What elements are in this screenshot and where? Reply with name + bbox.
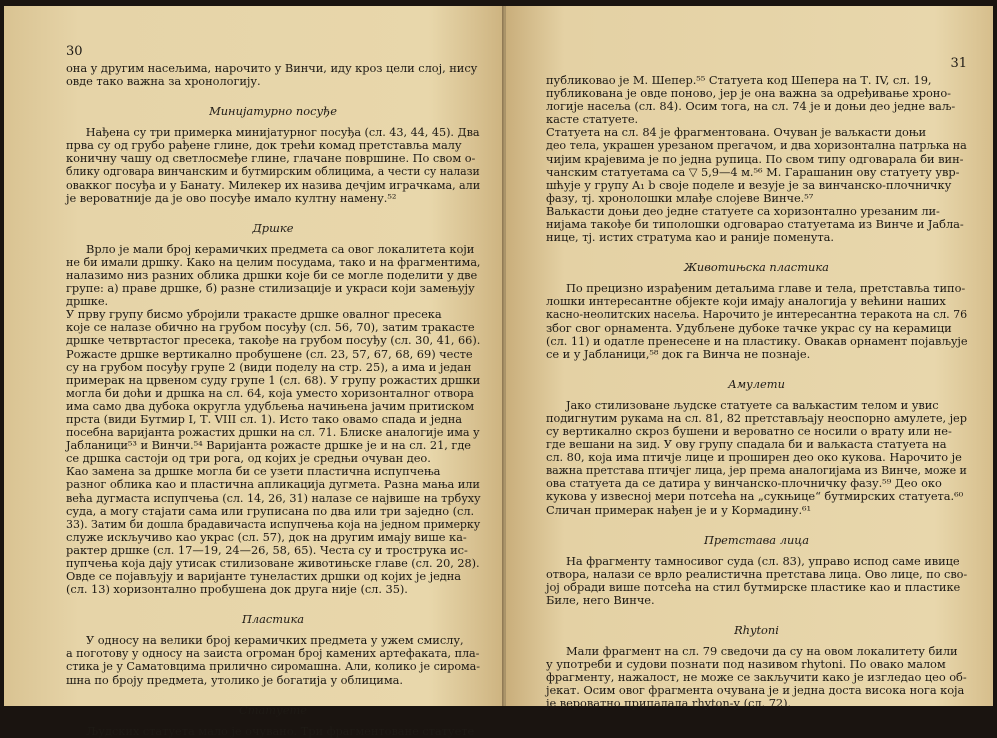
text-line: нијама такође би типолошки одговарао статуетама из Винче и Јабла- <box>546 217 964 232</box>
text-line: стика је у Саматовцима прилично сиромашна. Али, колико је сирома- <box>66 659 481 674</box>
text-line: дршке четвртастог пресека, такође на грубом посуђу (сл. 30, 41, 66). <box>66 333 481 348</box>
text-line: На фрагменту тамносивог суда (сл. 83), управо испод саме ивице <box>566 553 960 568</box>
text-line: публиковао је М. Шепер.⁵⁵ Статуета код Шепера на Т. IV, сл. 19, <box>546 73 932 87</box>
text-line: Јако стилизоване људске статуете са ваљкастим телом и увис <box>566 397 939 412</box>
text-line: има само два дубока округла удубљења начињена јачим притиском <box>66 398 475 413</box>
text-line: Овде се појављују и варијанте тунеластих дршки од којих је једна <box>66 569 462 584</box>
text-line: овакког посуђа и у Банату. Милекер их назива дечјим играчкама, али <box>66 177 481 192</box>
text-line: Ваљкасти доњи део једне статуете са хоризонтално урезаним ли- <box>546 203 940 218</box>
text-line: су вертикално скроз бушени и вероватно се носили о врату или не- <box>546 423 952 438</box>
text-line: нице, тј. истих стратума као и раније поменута. <box>546 230 834 245</box>
text-line: (сл. 11) и одатле пренесене и на пластику. Овакав орнамент појављује <box>546 333 968 348</box>
section-heading: Статуете <box>239 702 307 717</box>
text-line: она у другим насељима, нарочито у Винчи, иду кроз цели слој, нису <box>66 61 478 75</box>
text-line: јој обради више потсећа на стил бутмирске пластике као и пластике <box>546 579 961 594</box>
text-line: где вешани на зид. У ову групу спадала би и ваљкаста статуета на <box>546 437 947 452</box>
text-line: које се налазе обично на грубом посуђу (сл. 56, 70), затим тракасте <box>66 320 475 335</box>
right-page <box>506 6 993 711</box>
text-line: лошки интересантне објекте који имају аналогија у већини наших <box>546 294 946 309</box>
text-line: отвора, налази се врло реалистична претстава лица. Ово лице, по сво- <box>546 566 968 581</box>
text-line: у употреби и судови познати под називом rhytoni. По овако малом <box>546 657 946 672</box>
text-line: рактер дршке (сл. 17—19, 24—26, 58, 65). Честа су и трострука ис- <box>66 542 468 557</box>
text-line: се дршка састоји од три рога, од којих је средњи очуван део. <box>66 451 431 466</box>
text-line: касно-неолитских насеља. Нарочито је интересантна теракота на сл. 76 <box>546 307 968 322</box>
text-line: ова статуета да се датира у винчанско-плочничку фазу.⁵⁹ Део око <box>546 476 942 491</box>
text-line: важна претстава птичјег лица, јер према аналогијама из Винче, може и <box>546 463 967 478</box>
text-line: део тела, украшен урезаном прегачом, и два хоризонтална патрљка на <box>546 138 967 153</box>
paragraph-gap <box>546 517 967 525</box>
text-line: блику одговара винчанским и бутмирским облицима, а чести су налази <box>66 164 480 179</box>
text-line: подигнутим рукама на сл. 81, 82 претстављају неоспорно амулете, јер <box>546 410 967 425</box>
text-line: По прецизно израђеним детаљима главе и тела, претставља типо- <box>566 281 966 296</box>
text-line: фазу, тј. хронолошки млађе слојеве Винче.⁵⁷ <box>546 190 814 205</box>
text-line: Људских статуета мало је очувано. Три фрагментоване статуете <box>86 723 475 738</box>
page-number: 31 <box>950 56 967 71</box>
text-line: Мали фрагмент на сл. 79 сведочи да су на овом локалитету били <box>566 644 958 658</box>
text-line: чијим крајевима је по једна рупица. По свом типу одговарала би вин- <box>546 151 964 166</box>
page-body <box>546 74 967 710</box>
text-line: могла би доћи и дршка на сл. 64, која уместо хоризонталног отвора <box>66 385 474 400</box>
text-line: пупчења која дају утисак стилизоване животињске главе (сл. 20, 28). <box>66 556 480 570</box>
left-page <box>4 6 504 738</box>
book-spread <box>4 6 993 738</box>
section-heading: Животињска пластика <box>684 260 829 275</box>
section-heading: Rhytoni <box>734 623 779 637</box>
text-line: Врло је мали број керамичких предмета са овог локалитета који <box>86 241 475 256</box>
text-line: кукова у извесној мери потсећа на „сукњице“ бутмирских статуета.⁶⁰ <box>546 489 964 504</box>
paragraph-gap <box>66 596 480 604</box>
text-line: (сл. 13) хоризонтално пробушена док друга није (сл. 35). <box>66 582 408 597</box>
text-line: суда, а могу стајати сама или груписана по два или три заједно (сл. <box>66 503 475 518</box>
text-line: Рожасте дршке вертикално пробушене (сл. 23, 57, 67, 68, 69) честе <box>66 346 473 361</box>
text-line: прста (види Бутмир I, Т. VIII сл. 1). Исто тако овамо спада и једна <box>66 411 463 426</box>
text-line: разног облика као и пластична апликација дугмета. Разна мања или <box>66 477 480 492</box>
text-line: а поготову у односу на заиста огроман број камених артефаката, пла- <box>66 646 480 661</box>
text-line: већа дугмаста испупчења (сл. 14, 26, 31) налазе се највише на трбуху <box>66 490 481 505</box>
section-heading: Претстава лица <box>703 532 810 547</box>
text-line: се и у Јабланици,⁵⁸ док га Винча не познаје. <box>546 346 811 361</box>
page-number: 30 <box>66 44 83 59</box>
section-heading: Амулети <box>728 376 785 391</box>
text-line: чанским статуетама са ▽ 5,9—4 м.⁵⁶ М. Гарашанин ову статуету увр- <box>546 164 960 179</box>
text-line: фрагменту, нажалост, не може се закључити како је изгледао цео об- <box>546 670 967 685</box>
text-line: су на грубом посуђу групе 2 (види поделу на стр. 25), а има и један <box>66 359 472 374</box>
text-line: Биле, него Винче. <box>546 592 655 607</box>
section-heading: Пластика <box>241 612 305 627</box>
paragraph-gap <box>546 244 967 252</box>
text-line: Као замена за дршке могла би се узети пластична испупчења <box>66 464 441 479</box>
text-line: овде тако важна за хронологију. <box>66 74 261 89</box>
text-line: примерак на црвеном суду групе 1 (сл. 68). У групу рожастих дршки <box>66 372 481 387</box>
text-line: коничну чашу од светлосмеђе глине, глачане површине. По свом о- <box>66 151 476 166</box>
text-line: налазимо низ разних облика дршки које би се могле поделити у две <box>66 267 478 282</box>
text-line: шна по броју предмета, утолико је богатија у облицима. <box>66 672 403 687</box>
text-line: групе: а) праве дршке, б) разне стилизације и украси који замењују <box>66 281 475 296</box>
text-line: је вероватно припадала rhyton-у (сл. 72). <box>546 696 792 711</box>
section-heading: Дршке <box>252 220 294 235</box>
text-line: служе искључиво као украс (сл. 57), док на другим имају више ка- <box>66 529 467 544</box>
text-line: јекат. Осим овог фрагмента очувана је и једна доста висока нога која <box>546 683 965 698</box>
paragraph-gap <box>66 687 480 695</box>
text-line: због свог орнамента. Удубљене дубоке тачке украс су на керамици <box>546 320 952 335</box>
text-line: не би имали дршку. Како на целим посудама, тако и на фрагментима, <box>66 254 481 269</box>
text-line: посебна варијанта рожастих дршки на сл. 71. Блиске аналогије има у <box>66 425 480 440</box>
text-line: логије насеља (сл. 84). Осим тога, на сл. 74 је и доњи део једне ваљ- <box>546 99 956 114</box>
paragraph-gap <box>66 205 480 213</box>
text-line: У односу на велики број керамичких предмета у ужем смислу, <box>86 633 464 648</box>
text-line: У прву групу бисмо убројили тракасте дршке овалног пресека <box>66 307 442 322</box>
text-line: је вероватније да је ово посуђе имало култну намену.⁵² <box>66 190 397 205</box>
text-line: дршке. <box>66 294 109 309</box>
text-line: Статуета на сл. 84 је фрагментована. Очуван је ваљкасти доњи <box>546 125 927 140</box>
text-line: 33). Затим би дошла брадавичаста испупчења која на једном примерку <box>66 516 481 531</box>
text-line: сл. 80, која има птичје лице и проширен део око кукова. Нарочито је <box>546 450 962 465</box>
paragraph-gap <box>546 361 967 369</box>
text-line: касте статуете. <box>546 112 639 127</box>
paragraph-gap <box>66 88 480 96</box>
text-line: шћује у групу A₁ b своје поделе и везује је за винчанско-плочничку <box>546 177 952 192</box>
section-heading: Минијатурно посуђе <box>209 104 337 119</box>
text-line: публикована је овде поново, јер је она важна за одређивање хроно- <box>546 86 951 101</box>
text-line: прва су од грубо рађене глине, док трећи комад претставља малу <box>66 138 462 153</box>
text-line: Нађена су три примерка минијатурног посуђа (сл. 43, 44, 45). Два <box>85 125 480 140</box>
text-line: Јабланици⁵³ и Винчи.⁵⁴ Варијанта рожасте дршке је и на сл. 21, где <box>66 438 471 453</box>
paragraph-gap <box>546 607 967 615</box>
page-body <box>66 62 480 738</box>
text-line: Сличан примерак нађен је и у Кормадину.⁶¹ <box>546 502 812 517</box>
